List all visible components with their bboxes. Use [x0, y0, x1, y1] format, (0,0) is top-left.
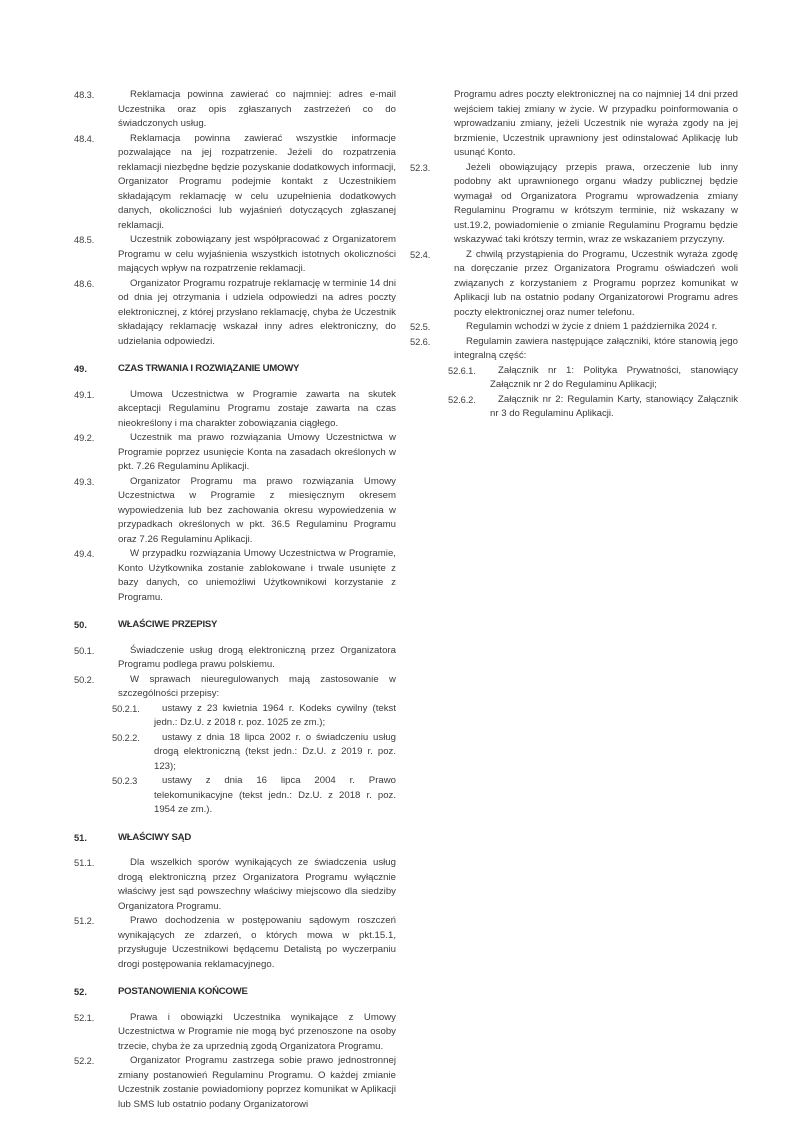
- clause-text: Organizator Programu rozpatruje reklamację w terminie 14 dni od dnia jej otrzymania i udziela odpowiedzi na adres poczty elektronicznej, z której przysłano reklamację, chyba że Uczestnik składający reklamację wskazał inny adres elektroniczny, do udzielania odpowiedzi.: [118, 277, 396, 347]
- clause-number: 51.1.: [74, 858, 95, 868]
- clause-text: Programu adres poczty elektronicznej na co najmniej 14 dni przed wejściem takiej zmiany w życie. W przypadku poinformowania o wprowadzaniu zmiany, jeżeli Uczestnik nie wyraża zgody na jej brzmienie, Uczestnik uprawniony jest odinstalować Aplikację lub usunąć Konto.: [454, 89, 738, 158]
- clause: [74, 388, 396, 432]
- clause-text: Organizator Programu ma prawo rozwiązania Umowy Uczestnictwa w Programie z miesięcznym okresem wypowiedzenia lub bez zachowania okresu wypowiedzenia w przypadkach określonych w pkt. 36.5 Regulaminu Programu oraz 7.26 Regulaminu Aplikacji.: [118, 475, 396, 545]
- clause: [74, 644, 396, 673]
- section-number: 49.: [74, 364, 87, 374]
- clause-number: 50.2.1.: [112, 703, 140, 714]
- clause-text: Jeżeli obowiązujący przepis prawa, orzeczenie lub inny podobny akt uprawnionego organu władzy publicznej będzie wymagał od Organizatora Programu wprowadzenia zmiany Regulaminu Programu w krótszym terminie, niż wskazany w ust.19.2, powiadomienie o zmianie Regulaminu Programu będzie wskazywać taki krótszy termin, wraz ze wskazaniem przyczyny.: [454, 161, 738, 245]
- clause-number: 48.3.: [74, 90, 95, 100]
- section-title: POSTANOWIENIA KOŃCOWE: [118, 986, 248, 997]
- clause: [74, 673, 396, 702]
- clause-text: Prawo dochodzenia w postępowaniu sądowym roszczeń wynikających ze zdarzeń, o których mowa w pkt.15.1, przysługuje Uczestnikowi będącemu Detalistą po wyczerpaniu drogi postępowania reklamacyjnego.: [118, 915, 396, 970]
- clause-number: 50.2.3: [112, 776, 138, 786]
- clause-text: Reklamacja powinna zawierać co najmniej: adres e-mail Uczestnika oraz opis zgłaszanych zastrzeżeń co do świadczonych usług.: [118, 89, 396, 129]
- clause-number: 49.2.: [74, 433, 95, 443]
- clause-number: 49.4.: [74, 549, 95, 559]
- paragraph-continuation: [410, 88, 738, 161]
- sub-clause: [74, 774, 396, 818]
- clause-number: 50.2.2.: [112, 732, 140, 743]
- clause: [410, 320, 738, 335]
- clause-number: 51.2.: [74, 916, 95, 926]
- clause: [74, 856, 396, 914]
- clause: [74, 547, 396, 605]
- clause: [74, 431, 396, 475]
- clause-text: Regulamin wchodzi w życie z dniem 1 października 2024 r.: [466, 321, 718, 332]
- clause-number: 49.3.: [74, 476, 95, 487]
- clause-number: 48.5.: [74, 235, 95, 245]
- clause-number: 52.1.: [74, 1012, 95, 1023]
- clause-text: Regulamin zawiera następujące załączniki, które stanowią jego integralną część:: [454, 335, 738, 361]
- clause-number: 50.1.: [74, 645, 95, 656]
- clause-text: Z chwilą przystąpienia do Programu, Uczestnik wyraża zgodę na doręczanie przez Organizatora Programu oświadczeń woli związanych z korzystaniem z Programu poprzez komunikat w Aplikacji lub na ostatnio podany Organizatorowi Programu adres poczty elektronicznej oraz numer telefonu.: [454, 248, 738, 318]
- clause-text: W przypadku rozwiązania Umowy Uczestnictwa w Programie, Konto Użytkownika zostanie zablokowane i trwale usunięte z bazy danych, co uniemożliwi Użytkownikowi korzystanie z Programu.: [118, 548, 396, 603]
- clause-number: 52.6.: [410, 336, 431, 347]
- section-heading: [74, 831, 396, 846]
- clause-text: Uczestnik zobowiązany jest współpracować z Organizatorem Programu w celu wyjaśnienia wszystkich istotnych okoliczności mających wpływ na rozpatrzenie reklamacji.: [118, 234, 396, 274]
- clause: [74, 1011, 396, 1055]
- section-number: 51.: [74, 832, 87, 843]
- clause-number: 52.3.: [410, 162, 431, 173]
- clause-number: 52.6.1.: [448, 365, 476, 376]
- clause: [74, 277, 396, 350]
- clause-text: Uczestnik ma prawo rozwiązania Umowy Uczestnictwa w Programie poprzez usunięcie Konta na zasadach określonych w pkt. 7.26 Regulaminu Aplikacji.: [118, 432, 396, 472]
- clause-number: 52.6.2.: [448, 394, 476, 405]
- section-number: 52.: [74, 987, 87, 997]
- sub-clause: [410, 364, 738, 393]
- left-column: [0, 88, 399, 1112]
- section-title: WŁAŚCIWE PRZEPISY: [118, 619, 218, 630]
- two-column-body: [0, 88, 798, 1112]
- clause-text: Organizator Programu zastrzega sobie prawo jednostronnej zmiany postanowień Regulaminu Programu. O każdej zmianie Uczestnik zostanie powiadomiony poprzez komunikat w Aplikacji lub SMS lub ostatnio podany Organizatorowi: [118, 1055, 396, 1110]
- clause: [410, 335, 738, 364]
- clause-text: ustawy z dnia 16 lipca 2004 r. Prawo telekomunikacyjne (tekst jedn.: Dz.U. z 2018 r. poz. 1954 ze zm.).: [154, 775, 396, 815]
- clause: [74, 88, 396, 132]
- clause-number: 52.2.: [74, 1056, 95, 1066]
- clause-text: Dla wszelkich sporów wynikających ze świadczenia usług drogą elektroniczną przez Organizatora Programu wyłącznie właściwy jest sąd powszechny właściwy miejscowo dla siedziby Organizatora Programu.: [118, 857, 396, 912]
- clause-number: 48.6.: [74, 278, 95, 289]
- clause-text: W sprawach nieuregulowanych mają zastosowanie w szczególności przepisy:: [118, 673, 396, 699]
- clause: [410, 161, 738, 248]
- clause-number: 48.4.: [74, 133, 95, 144]
- clause-text: Reklamacja powinna zawierać wszystkie informacje pozwalające na jej rozpatrzenie. Jeżeli do rozpatrzenia reklamacji niezbędne będzie pozyskanie dodatkowych informacji, Organizator Programu podejmie kontakt z Uczestnikiem składającym reklamację w celu uzupełnienia dodatkowych danych, okoliczności lub wyjaśnień dotyczących zgłaszanej reklamacji.: [118, 132, 397, 231]
- section-title: WŁAŚCIWY SĄD: [118, 831, 192, 843]
- clause: [74, 233, 396, 277]
- section-number: 50.: [74, 620, 87, 630]
- clause-text: Prawa i obowiązki Uczestnika wynikające z Umowy Uczestnictwa w Programie nie mogą być przenoszone na osoby trzecie, chyba że za uprzednią zgodą Organizatora Programu.: [118, 1011, 396, 1052]
- clause: [74, 132, 396, 234]
- section-heading: [74, 362, 396, 377]
- clause-text: Załącznik nr 1: Polityka Prywatności, stanowiący Załącznik nr 2 do Regulaminu Aplikacji;: [490, 364, 738, 390]
- clause-number: 50.2.: [74, 674, 95, 685]
- clause-text: Świadczenie usług drogą elektroniczną przez Organizatora Programu podlega prawu polskiemu.: [118, 644, 396, 670]
- clause-text: ustawy z 23 kwietnia 1964 r. Kodeks cywilny (tekst jedn.: Dz.U. z 2018 r. poz. 1025 ze zm.);: [154, 702, 396, 728]
- clause-number: 49.1.: [74, 389, 95, 400]
- section-heading: [74, 618, 396, 633]
- right-column: [399, 88, 798, 422]
- clause-text: Załącznik nr 2: Regulamin Karty, stanowiący Załącznik nr 3 do Regulaminu Aplikacji.: [490, 393, 738, 419]
- clause-text: ustawy z dnia 18 lipca 2002 r. o świadczeniu usług drogą elektroniczną (tekst jedn.: Dz.U. z 2019 r. poz. 123);: [154, 731, 396, 772]
- sub-clause: [74, 731, 396, 775]
- clause: [74, 914, 396, 972]
- clause: [410, 248, 738, 321]
- clause-text: Umowa Uczestnictwa w Programie zawarta na skutek akceptacji Regulaminu Programu zostaje zawarta na czas nieokreślony i ma charakter zobowiązania ciągłego.: [118, 388, 396, 429]
- section-title: CZAS TRWANIA I ROZWIĄZANIE UMOWY: [118, 363, 300, 374]
- clause: [74, 475, 396, 548]
- sub-clause: [410, 393, 738, 422]
- sub-clause: [74, 702, 396, 731]
- clause-number: 52.4.: [410, 249, 431, 260]
- section-heading: [74, 985, 396, 1000]
- clause: [74, 1054, 396, 1112]
- clause-number: 52.5.: [410, 322, 431, 332]
